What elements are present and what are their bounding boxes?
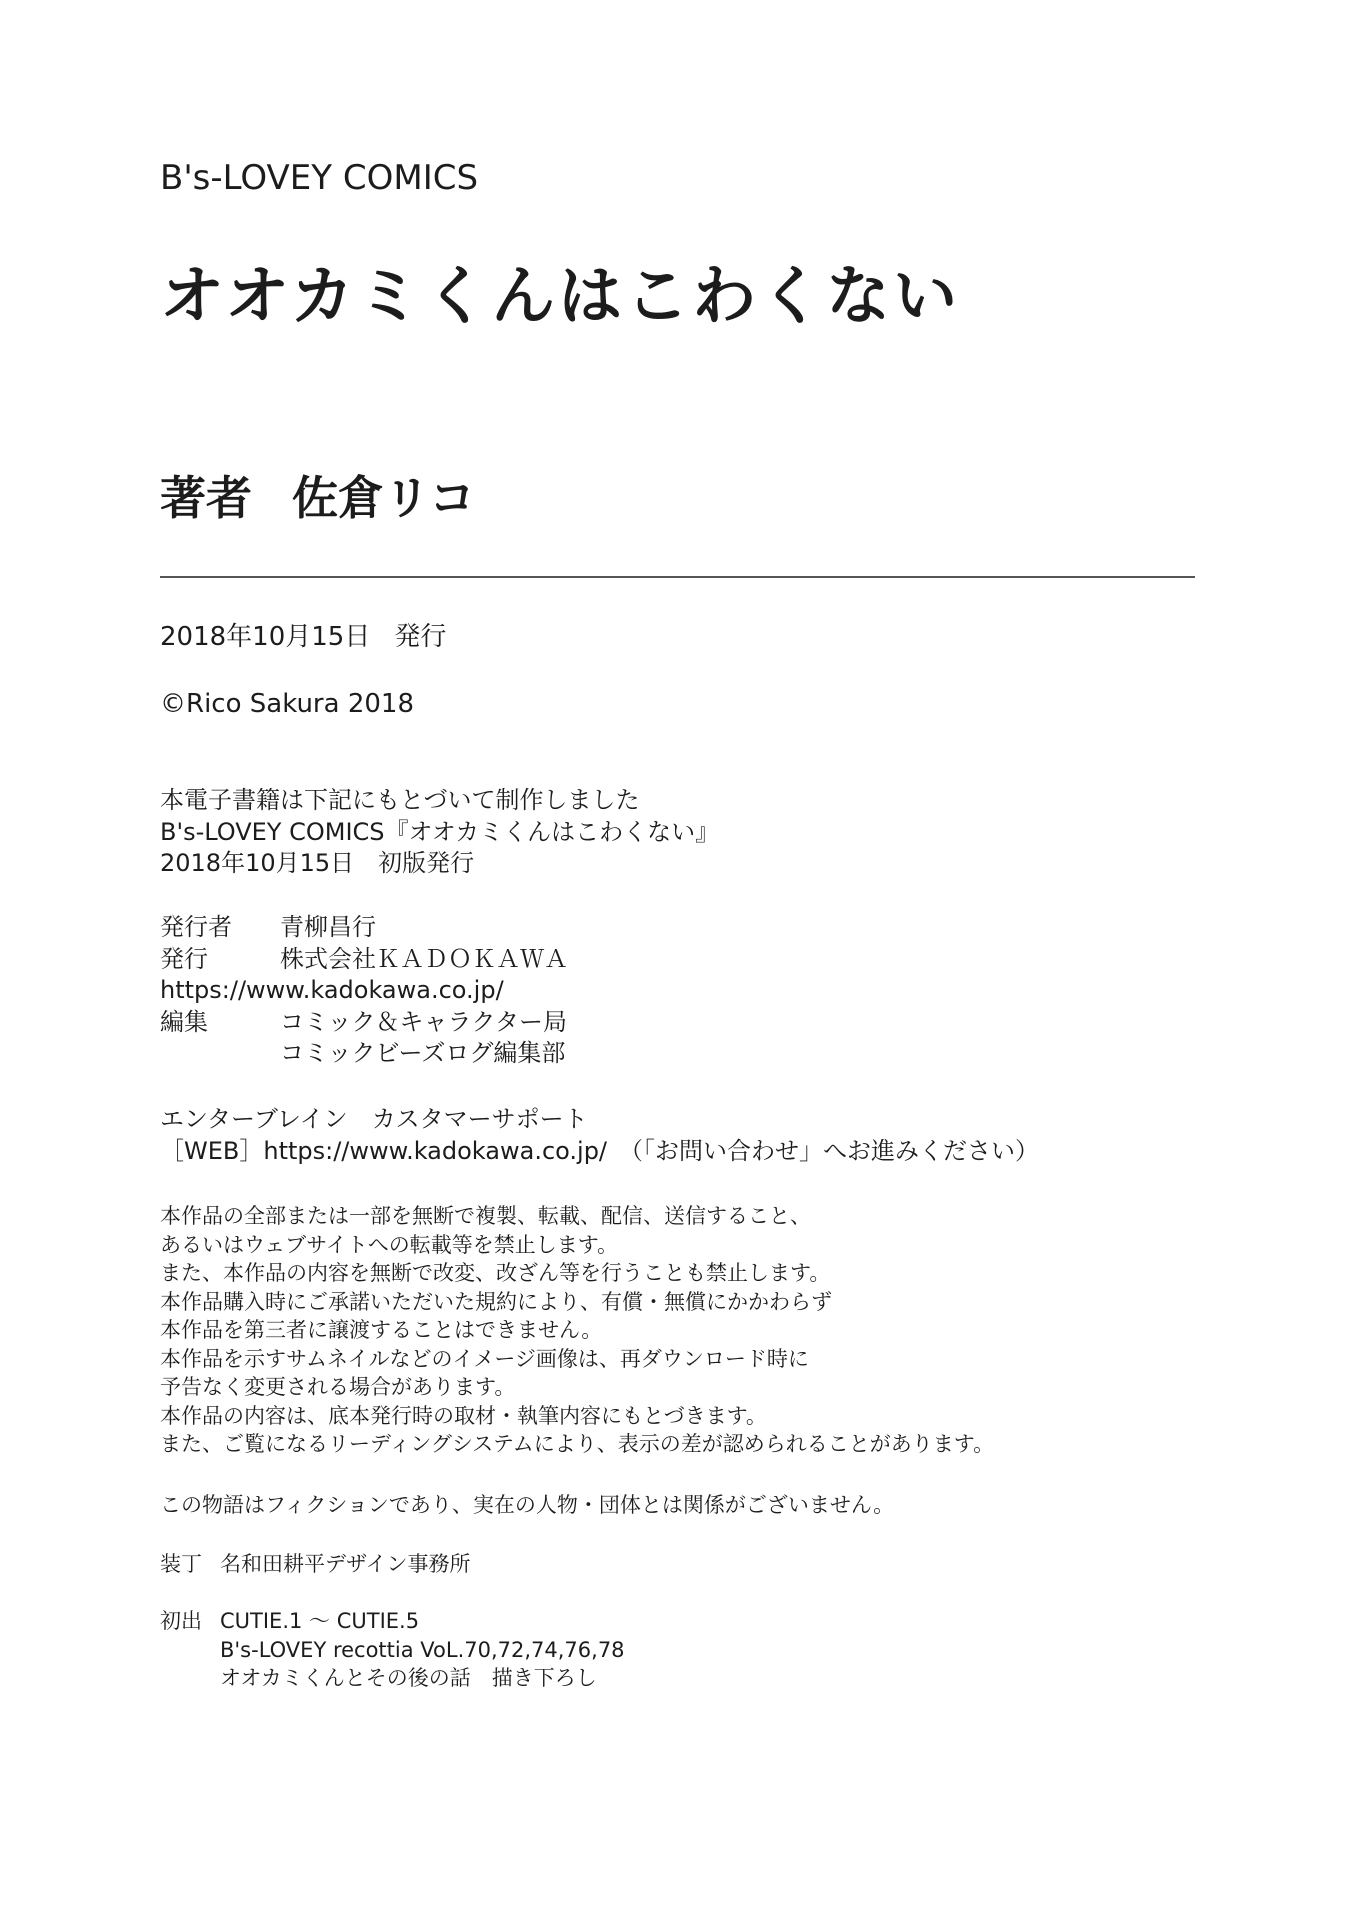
support-line-1 [160,1104,1039,1136]
notice-line: あるいはウェブサイトへの転載等を禁止します。 [160,1232,619,1257]
notice-line: 本作品を第三者に譲渡することはできません。 [160,1318,603,1342]
first-appearance-line [160,1607,625,1636]
notice-line: 本作品の全部または一部を無断で複製、転載、配信、送信すること、 [160,1204,811,1228]
publish-date: 2018年10月15日 [160,622,371,652]
publisher-key: 発行者 [160,913,232,941]
source-line-1: 本電子書籍は下記にもとづいて制作しました [160,786,640,814]
author-line [160,462,475,528]
author-name: 佐倉リコ [292,471,476,525]
support-label: カスタマーサポート [371,1105,588,1133]
edit-line-1 [160,1007,568,1039]
first-appearance-value: B's-LOVEY recottia VoL.70,72,74,76,78 [220,1637,625,1662]
source-block [160,785,719,880]
edit-value-1: コミック＆キャラクター局 [280,1007,568,1036]
source-word: 初版発行 [378,849,475,877]
first-appearance-key: 初出 [160,1609,202,1633]
source-line-3 [160,848,719,880]
colophon-page [160,0,1200,1920]
issuer-name: 株式会社ＫＡＤＯＫＡＷＡ [280,944,568,973]
first-appearance-line [160,1636,625,1665]
issuer-line [160,944,568,976]
publisher-block [160,912,568,1070]
publisher-name: 青柳昌行 [280,913,376,941]
design-value: 名和田耕平デザイン事務所 [220,1552,471,1576]
notice-line: 本作品の内容は、底本発行時の取材・執筆内容にもとづきます。 [160,1403,767,1428]
notice-line: 本作品購入時にご承諾いただいた規約により、有償・無償にかかわらず [160,1289,832,1314]
issuer-key: 発行 [160,944,208,973]
notice-block [160,1202,994,1459]
first-appearance-value: オオカミくんとその後の話 描き下ろし [220,1666,597,1690]
source-line-2: B's-LOVEY COMICS『オオカミくんはこわくない』 [160,817,720,846]
notice-line: また、ご覧になるリーディングシステムにより、表示の差が認められることがあります。 [160,1432,995,1456]
publisher-line [160,912,568,944]
book-title: オオカミくんはこわくない [160,260,961,334]
notice-line: 予告なく変更される場合があります。 [160,1375,516,1399]
notice-line: 本作品を示すサムネイルなどのイメージ画像は、再ダウンロード時に [160,1346,809,1371]
source-date: 2018年10月15日 [160,849,355,877]
divider [160,576,1195,578]
author-key: 著者 [160,471,252,525]
imprint-label: B's-LOVEY COMICS [160,158,479,198]
support-line-2: ［WEB］https://www.kadokawa.co.jp/ （「お問い合わせ」へお進みください） [160,1136,1040,1165]
first-appearance-block [160,1607,625,1693]
edit-value-2: コミックビーズログ編集部 [280,1039,566,1067]
publisher-url: https://www.kadokawa.co.jp/ [160,976,504,1004]
first-appearance-line [160,1664,625,1693]
edit-key: 編集 [160,1007,208,1036]
support-block [160,1104,1039,1167]
design-line [160,1550,471,1579]
edit-line-2 [160,1038,568,1070]
publish-date-line [160,621,446,653]
copyright: ©Rico Sakura 2018 [160,689,414,719]
fiction-notice: この物語はフィクションであり、実在の人物・団体とは関係がございません。 [160,1493,895,1517]
design-key: 装丁 [160,1552,202,1576]
support-brand: エンターブレイン [160,1105,348,1133]
publish-word: 発行 [394,622,447,652]
notice-line: また、本作品の内容を無断で改変、改ざん等を行うことも禁止します。 [160,1261,831,1285]
first-appearance-value: CUTIE.1 〜 CUTIE.5 [220,1609,420,1633]
